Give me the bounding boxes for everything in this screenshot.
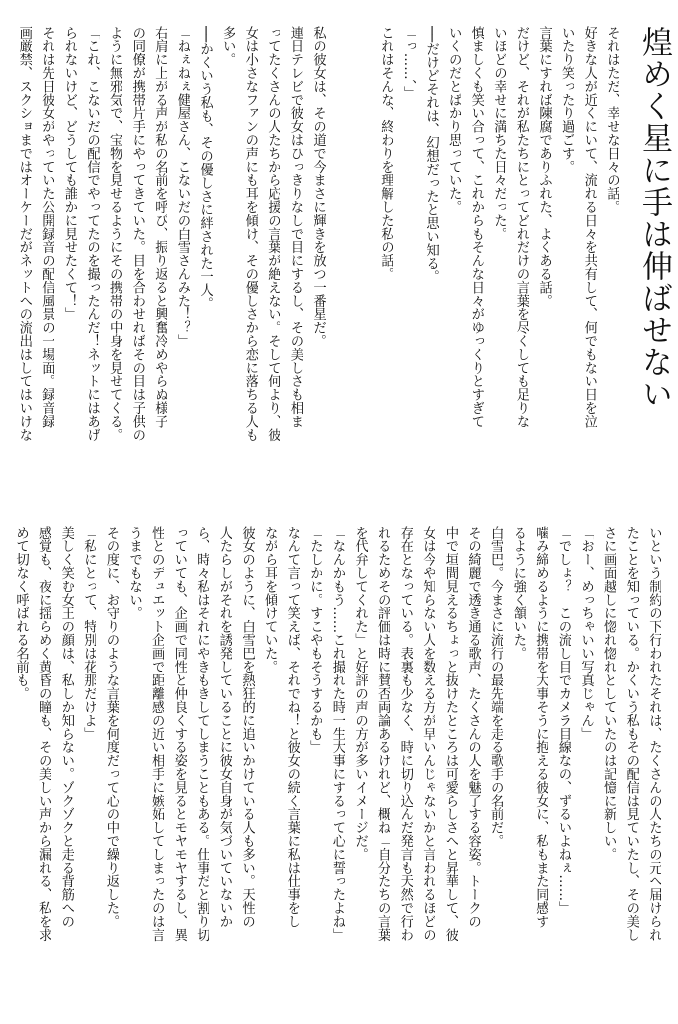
text-column: だけど、それが私たちにとってどれだけの言葉を尽くしても足りな [514, 26, 529, 428]
text-column: 「ねぇねぇ健屋さん、こないだの白雪さんみた！？」 [175, 26, 190, 348]
text-column: 存在となっている。表裏も少なく、時に切り込んだ発言も天然で行わ [397, 526, 413, 942]
text-column [355, 26, 371, 496]
text-column: それはただ、幸せな日々の話。 [604, 26, 620, 214]
text-column: 女は小さなファンの声にも耳を傾け、その優しさから恋に落ちる人も [242, 26, 258, 442]
text-column: ──だけどそれは、幻想だったと思い知る。 [423, 26, 439, 284]
text-column: ら、時々私はそれにやきもきしてしまうこともある。仕事だと割り切 [194, 526, 210, 942]
text-column: 感覚も、夜に揺らめく黄昏の瞳も、その美しい声から漏れる、私を求 [36, 526, 52, 942]
text-column: 彼女のように、白雪巴を熱狂的に追いかけている人も多い。天性の [239, 526, 255, 928]
text-column: られないけど、どうしても誰かに見せたくて！」 [62, 26, 77, 321]
text-column: 右肩に上がる声が私の名前を呼び、振り返ると興奮冷めやらぬ様子 [152, 26, 168, 428]
text-column: ながら耳を傾けていた。 [262, 526, 278, 674]
text-column: ように無邪気で、宝物を見せるようにその携帯の中身を見せてくる。 [107, 26, 123, 442]
text-column: めて切なく呼ばれる名前も。 [13, 526, 29, 701]
text-column: 慎ましくも笑い合って、これからもそんな日々がゆっくりとすぎて [468, 26, 484, 428]
text-column: いほどの幸せに満ちた日々だった。 [491, 26, 507, 241]
text-column: るように強く頷いた。 [510, 526, 526, 660]
text-column: 女は今や知らない人を数える方が早いんじゃないかと言われるほどの [420, 526, 436, 942]
text-column: 画厳禁、スクショまではオーケーだがネットへの流出はしてはいけな [16, 26, 32, 442]
text-column: 好きな人が近くにいて、流れる日々を共有して、何でもない日を泣 [581, 26, 597, 428]
text-column: 多い。 [220, 26, 236, 67]
text-column: 「おー、めっちゃいい写真じゃん」 [578, 526, 594, 741]
text-column: 「っ……、」 [401, 26, 416, 100]
text-column: 「なんかもう……これ撮れた時一生大事にするって心に誓ったよね」 [330, 526, 345, 942]
text-column: ってたくさんの人たちから応援の言葉が絶えない。そして何より、彼 [265, 26, 281, 442]
text-column: 「これ、こないだの配信でやってたのを撮ったんだ！ネットにはあげ [84, 26, 100, 442]
text-column: 人たらしがそれを誘発していることに彼女自身が気づいていないか [217, 526, 232, 928]
text-column: これはそんな、終わりを理解した私の話。 [378, 26, 394, 281]
text-column: 白雪巴。今まさに流行の最先端を走る歌手の名前だ。 [488, 526, 504, 848]
text-column: 美しく笑む女王の顔は、私しか知らない。ゾクゾクと走る背筋への [58, 526, 74, 928]
text-column: 中で垣間見えるちょっと抜けたところは可愛らしさへと昇華して、彼 [443, 526, 458, 942]
text-column: いという制約の下行われたそれは、たくさんの人たちの元へ届けられ [646, 526, 662, 942]
text-column: なんて言って笑えば、それでね！と彼女の続く言葉に私は仕事をし [284, 526, 300, 928]
story-title: 煌めく星に手は伸ばせない [636, 26, 672, 410]
text-column: その綺麗で透き通る歌声、たくさんの人を魅了する容姿。トークの [465, 526, 481, 928]
text-column [332, 26, 348, 496]
text-column: を代弁してくれた」と好評の声の方が多いイメージだ。 [352, 526, 368, 861]
text-column: 連日テレビで彼女はひっきりなしで目にするし、その美しさも相ま [288, 26, 303, 428]
text-column: 言葉にすれば陳腐でありふれた、よくある話。 [536, 26, 552, 308]
text-column: それは先日彼女がやっていた公開録音の配信風景の一場面。録音録 [39, 26, 55, 428]
text-column: 噛み締めるように携帯を大事そうに抱える彼女に、私もまた同感す [533, 526, 549, 928]
text-column: 「たしかに。すこやもそうするかも」 [307, 526, 323, 754]
text-column: さに画面越しに惚れ惚れとしていたのは記憶に新しい。 [601, 526, 617, 861]
text-column: たことを知っている。かくいう私もその配信は見ていたし、その美し [623, 526, 639, 942]
text-column: 「でしょ？ この流し目でカメラ目線なの、ずるいよねぇ……」 [556, 526, 571, 915]
text-column: の同僚が携帯片手にやってきていた。目を合わせればその目は子供の [129, 26, 145, 442]
text-column: うまでもない。 [126, 526, 142, 620]
text-column: 私の彼女は、その道で今まさに輝きを放つ一番星だ。 [310, 26, 326, 348]
text-column: いくのだとばかり思っていた。 [446, 26, 462, 214]
text-column: その度に、お守りのような言葉を何度だって心の中で繰り返した。 [104, 526, 119, 928]
text-column: ──かくいう私も、その優しさに絆された一人。 [197, 26, 213, 311]
text-column: 性とのデュエット企画で距離感の近い相手に嫉妬してしまったのは言 [149, 526, 165, 942]
text-column: っていても、企画で同性と仲良くする姿を見るとモヤモヤするし、異 [171, 526, 187, 942]
text-column: いたり笑ったり過ごす。 [559, 26, 575, 174]
text-column: れるためその評価は時に賛否両論あるけれど、概ね「自分たちの言葉 [375, 526, 391, 942]
text-column: 「私にとって、特別は花那だけよ」 [81, 526, 97, 741]
